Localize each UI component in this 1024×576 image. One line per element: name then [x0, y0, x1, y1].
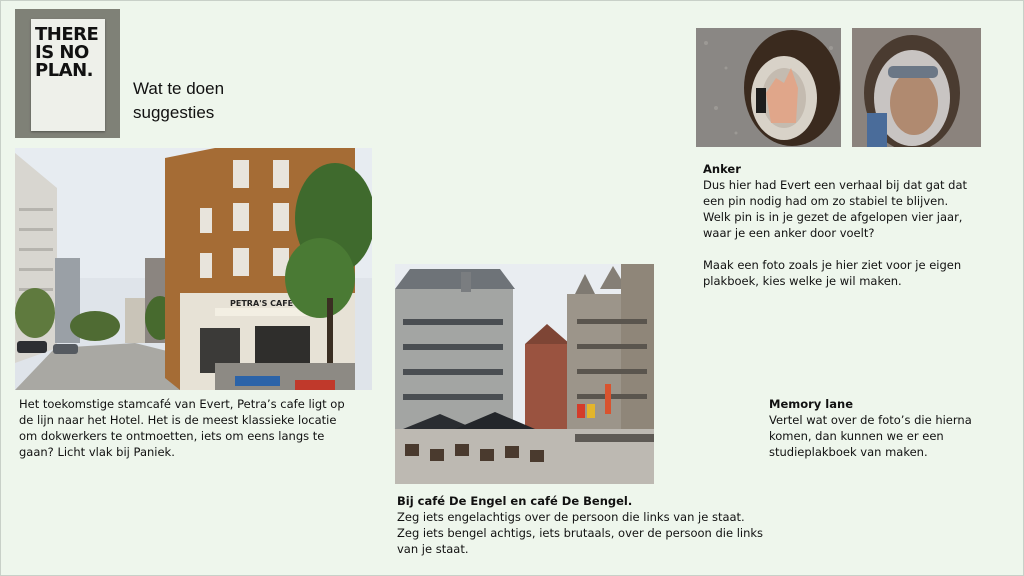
caption-line: komen, dan kunnen we er een — [769, 429, 944, 443]
caption-line: waar je een anker door voelt? — [703, 226, 875, 240]
poster-line: THERE — [35, 24, 99, 45]
caption-line: Het toekomstige stamcafé van Evert, Petra’s cafe ligt op — [19, 397, 345, 411]
caption-line: Dus hier had Evert een verhaal bij dat gat dat — [703, 178, 968, 192]
caption-line: van je staat. — [397, 542, 469, 556]
caption-line: om dokwerkers te ontmoetten, iets om eens langs te — [19, 429, 325, 443]
poster-line: IS NO — [35, 42, 89, 63]
engel-caption — [397, 493, 763, 557]
caption-line: de lijn naar het Hotel. Het is de meest klassieke locatie — [19, 413, 337, 427]
caption-line: plakboek, kies welke je wil maken. — [703, 274, 902, 288]
memory-heading: Memory lane — [769, 397, 853, 411]
anchor-photo-left — [696, 28, 841, 147]
title-line: Wat te doen — [133, 79, 225, 98]
poster-line: PLAN. — [35, 60, 93, 81]
paragraph-spacer — [703, 241, 967, 257]
caption-line: Maak een foto zoals je hier ziet voor je eigen — [703, 258, 962, 272]
caption-line: studieplakboek van maken. — [769, 445, 928, 459]
poster-image — [15, 9, 120, 138]
caption-line: Welk pin is in je gezet de afgelopen vier jaar, — [703, 210, 963, 224]
caption-line: een pin nodig had om zo stabiel te blijven. — [703, 194, 949, 208]
poster-text — [35, 26, 105, 80]
street-photo — [15, 148, 372, 390]
square-photo — [395, 264, 654, 484]
caption-line: Zeg iets engelachtigs over de persoon die links van je staat. — [397, 510, 745, 524]
street-sign-text: PETRA'S CAFE — [230, 299, 294, 308]
engel-heading: Bij café De Engel en café De Bengel. — [397, 494, 633, 508]
anchor-photo-right — [852, 28, 981, 147]
cafe-caption — [19, 396, 345, 460]
anker-caption — [703, 161, 967, 289]
slide-title — [133, 77, 224, 125]
poster-card — [31, 19, 105, 131]
title-line: suggesties — [133, 103, 215, 122]
caption-line: Vertel wat over de foto’s die hierna — [769, 413, 972, 427]
caption-line: Zeg iets bengel achtigs, iets brutaals, over de persoon die links — [397, 526, 764, 540]
anker-heading: Anker — [703, 162, 741, 176]
caption-line: gaan? Licht vlak bij Paniek. — [19, 445, 175, 459]
memory-caption — [769, 396, 972, 460]
